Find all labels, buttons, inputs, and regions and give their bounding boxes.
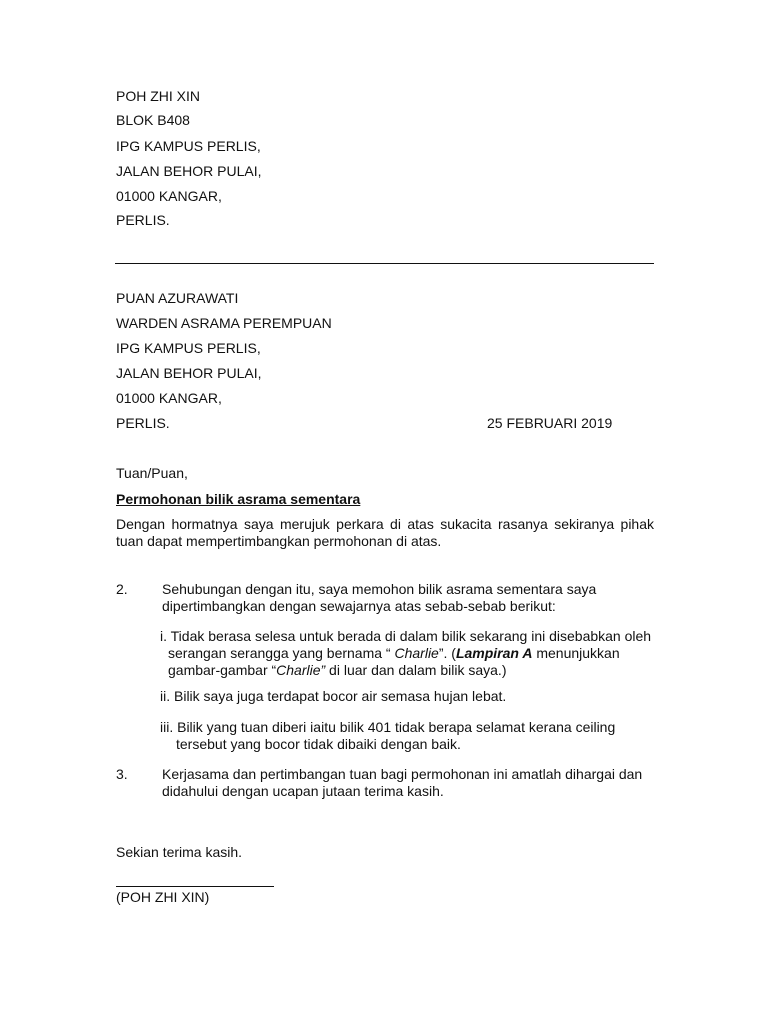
para3-number: 3. [116,766,128,782]
para3-line1: Kerjasama dan pertimbangan tuan bagi permohonan ini amatlah dihargai dan [162,766,643,782]
sender-block: BLOK B408 [116,112,190,128]
subject-heading: Permohonan bilik asrama sementara [116,491,361,507]
reason-1 [160,628,660,679]
para3-line2: didahului dengan ucapan jutaan terima kasih. [162,783,444,799]
charlie-term: Charlie [390,645,439,661]
reason-1-line2 [160,645,660,662]
reason-1-text-b: ”. ( [438,645,456,661]
reason-1-text-d: gambar-gambar “ [168,662,277,678]
signature-name: (POH ZHI XIN) [116,889,210,905]
reason-2: ii. Bilik saya juga terdapat bocor air semasa hujan lebat. [160,688,507,704]
recipient-campus: IPG KAMPUS PERLIS, [116,340,261,356]
para2-number: 2. [116,581,128,597]
lampiran-reference: Lampiran A [455,645,533,661]
para3-text [162,766,654,800]
charlie-term-2: Charlie” [276,662,326,678]
reason-3 [160,719,660,753]
recipient-title: WARDEN ASRAMA PEREMPUAN [116,315,332,331]
closing-text: Sekian terima kasih. [116,844,243,860]
sender-state: PERLIS. [116,212,170,228]
reason-1-text-e: di luar dan dalam bilik saya.) [325,662,507,678]
reason-3-line1: iii. Bilik yang tuan diberi iaitu bilik 401 tidak berapa selamat kerana ceiling [160,719,616,735]
recipient-postcode: 01000 KANGAR, [116,390,222,406]
para2-line1: Sehubungan dengan itu, saya memohon bilik asrama sementara saya [162,581,597,597]
divider-line [115,263,654,264]
recipient-state: PERLIS. [116,415,170,431]
letter-date: 25 FEBRUARI 2019 [487,415,613,431]
reason-1-text-a: serangan serangga yang bernama “ [168,645,391,661]
signature-line [116,886,274,887]
para2-text [162,581,654,615]
recipient-street: JALAN BEHOR PULAI, [116,365,262,381]
sender-campus: IPG KAMPUS PERLIS, [116,138,261,154]
reason-3-line2: tersebut yang bocor tidak dibaiki dengan baik. [176,736,461,752]
reason-1-line3 [160,662,660,679]
sender-street: JALAN BEHOR PULAI, [116,163,262,179]
sender-postcode: 01000 KANGAR, [116,188,222,204]
sender-name: POH ZHI XIN [116,88,201,104]
recipient-name: PUAN AZURAWATI [116,290,239,306]
salutation: Tuan/Puan, [116,465,188,481]
reason-1-line1: i. Tidak berasa selesa untuk berada di dalam bilik sekarang ini disebabkan oleh [160,628,652,644]
para2-line2: dipertimbangkan dengan sewajarnya atas sebab-sebab berikut: [162,598,556,614]
intro-paragraph: Dengan hormatnya saya merujuk perkara di atas sukacita rasanya sekiranya pihak tuan dapat mempertimbangkan permohonan di atas. [116,516,654,549]
reason-1-text-c: menunjukkan [532,645,620,661]
